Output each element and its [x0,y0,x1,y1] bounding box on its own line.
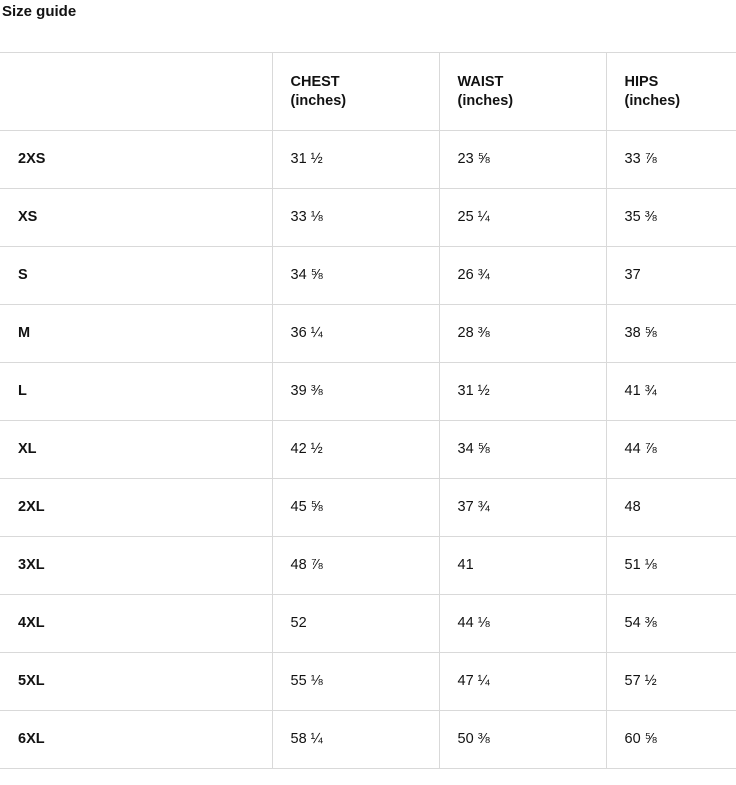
column-header-chest [272,53,439,131]
column-header-size [0,53,272,131]
cell-waist: 26 ¾ [439,247,606,305]
cell-chest: 45 ⅝ [272,479,439,537]
cell-chest: 34 ⅝ [272,247,439,305]
row-label-size: 6XL [0,711,272,769]
table-body [0,131,736,769]
cell-hips: 38 ⅝ [606,305,736,363]
row-label-size: 2XL [0,479,272,537]
cell-waist: 25 ¼ [439,189,606,247]
table-row [0,363,736,421]
column-header-waist [439,53,606,131]
table-row [0,595,736,653]
cell-hips: 48 [606,479,736,537]
cell-hips: 44 ⅞ [606,421,736,479]
table-row [0,479,736,537]
table-header-row [0,53,736,131]
page-title: Size guide [2,3,77,20]
cell-chest: 39 ⅜ [272,363,439,421]
cell-chest: 31 ½ [272,131,439,189]
column-header-chest-line1: CHEST [290,73,340,90]
row-label-size: XL [0,421,272,479]
column-header-hips-line1: HIPS [624,73,659,90]
row-label-size: XS [0,189,272,247]
row-label-size: 5XL [0,653,272,711]
table-row [0,653,736,711]
cell-waist: 31 ½ [439,363,606,421]
cell-hips: 57 ½ [606,653,736,711]
cell-hips: 51 ⅛ [606,537,736,595]
column-header-hips [606,53,736,131]
cell-hips: 41 ¾ [606,363,736,421]
column-header-chest-line2: (inches) [290,92,347,109]
table-row [0,711,736,769]
table-header [0,53,736,131]
table-row [0,131,736,189]
row-label-size: 3XL [0,537,272,595]
cell-hips: 60 ⅝ [606,711,736,769]
cell-chest: 55 ⅛ [272,653,439,711]
cell-chest: 42 ½ [272,421,439,479]
row-label-size: L [0,363,272,421]
cell-chest: 33 ⅛ [272,189,439,247]
table-row [0,247,736,305]
cell-waist: 47 ¼ [439,653,606,711]
cell-hips: 54 ⅜ [606,595,736,653]
column-header-waist-line1: WAIST [457,73,504,90]
cell-waist: 41 [439,537,606,595]
cell-hips: 37 [606,247,736,305]
cell-waist: 28 ⅜ [439,305,606,363]
cell-hips: 33 ⅞ [606,131,736,189]
row-label-size: 4XL [0,595,272,653]
column-header-waist-line2: (inches) [457,92,514,109]
column-header-hips-line2: (inches) [624,92,681,109]
cell-chest: 52 [272,595,439,653]
cell-chest: 58 ¼ [272,711,439,769]
cell-hips: 35 ⅜ [606,189,736,247]
table-row [0,421,736,479]
row-label-size: 2XS [0,131,272,189]
size-guide-table [0,52,736,769]
cell-chest: 48 ⅞ [272,537,439,595]
cell-waist: 50 ⅜ [439,711,606,769]
cell-waist: 44 ⅛ [439,595,606,653]
cell-waist: 37 ¾ [439,479,606,537]
cell-waist: 34 ⅝ [439,421,606,479]
table-row [0,305,736,363]
row-label-size: S [0,247,272,305]
cell-waist: 23 ⅝ [439,131,606,189]
table-row [0,537,736,595]
cell-chest: 36 ¼ [272,305,439,363]
row-label-size: M [0,305,272,363]
table-row [0,189,736,247]
